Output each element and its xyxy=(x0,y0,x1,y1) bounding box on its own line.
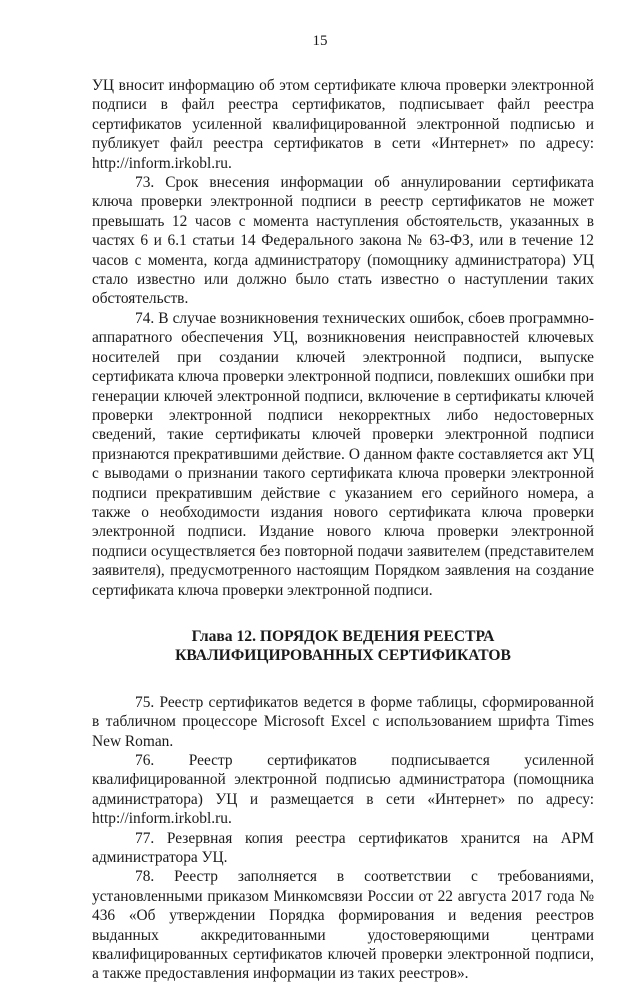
paragraph-74: 74. В случае возникновения технических ошибок, сбоев программно-аппаратного обеспечения УЦ, возникновения неисправностей ключевых носителей при создании ключей электронной подписи, выпуске сертификата ключа проверки электронной подписи, повлекших ошибки при генерации ключей электронной подписи, включение в сертификаты ключей проверки электронной подписи некорректных либо недостоверных сведений, такие сертификаты ключей проверки электронной подписи признаются прекратившими действие. О данном факте составляется акт УЦ с выводами о признании такого сертификата ключа проверки электронной подписи прекратившим действие с указанием его серийного номера, а также о необходимости издания нового сертификата ключа проверки электронной подписи. Издание нового ключа проверки электронной подписи осуществляется без повторной подачи заявителем (представителем заявителя), предусмотренного настоящим Порядком заявления на создание сертификата ключа проверки электронной подписи. xyxy=(92,309,594,599)
paragraph-continuation: УЦ вносит информацию об этом сертификате ключа проверки электронной подписи в файл реестра сертификатов, подписывает файл реестра сертификатов усиленной квалифицированной электронной подписью и публикует файл реестра сертификатов в сети «Интернет» по адресу: http://inform.irkobl.ru. xyxy=(92,77,594,172)
chapter-title: Глава 12. ПОРЯДОК ВЕДЕНИЯ РЕЕСТРА КВАЛИФИЦИРОВАННЫХ СЕРТИФИКАТОВ xyxy=(175,627,511,665)
paragraph-73: 73. Срок внесения информации об аннулировании сертификата ключа проверки электронной подписи в реестр сертификатов не может превышать 12 часов с момента наступления обстоятельств, указанных в частях 6 и 6.1 статьи 14 Федерального закона № 63-ФЗ, или в течение 12 часов с момента, когда администратору (помощнику администратора) УЦ стало известно или должно было стать известно о наступлении таких обстоятельств. xyxy=(92,174,594,308)
paragraph-75: 75. Реестр сертификатов ведется в форме таблицы, сформированной в табличном процессоре Microsoft Excel с использованием шрифта Times New Roman. xyxy=(92,693,594,750)
paragraph-77: 77. Резервная копия реестра сертификатов хранится на АРМ администратора УЦ. xyxy=(92,829,594,867)
paragraph-76: 76. Реестр сертификатов подписывается усиленной квалифицированной электронной подписью администратора (помощника администратора) УЦ и размещается в сети «Интернет» по адресу: http://inform.irkobl.ru. xyxy=(92,752,594,828)
page-number: 15 xyxy=(312,33,328,49)
paragraph-78: 78. Реестр заполняется в соответствии с требованиями, установленными приказом Минкомсвязи России от 22 августа 2017 года № 436 «Об утверждении Порядка формирования и ведения реестров выданных аккредитованными удостоверяющими центрами квалифицированных сертификатов ключей проверки электронной подписи, а также предоставления информации из таких реестров». xyxy=(92,868,594,983)
document-body xyxy=(92,76,594,984)
